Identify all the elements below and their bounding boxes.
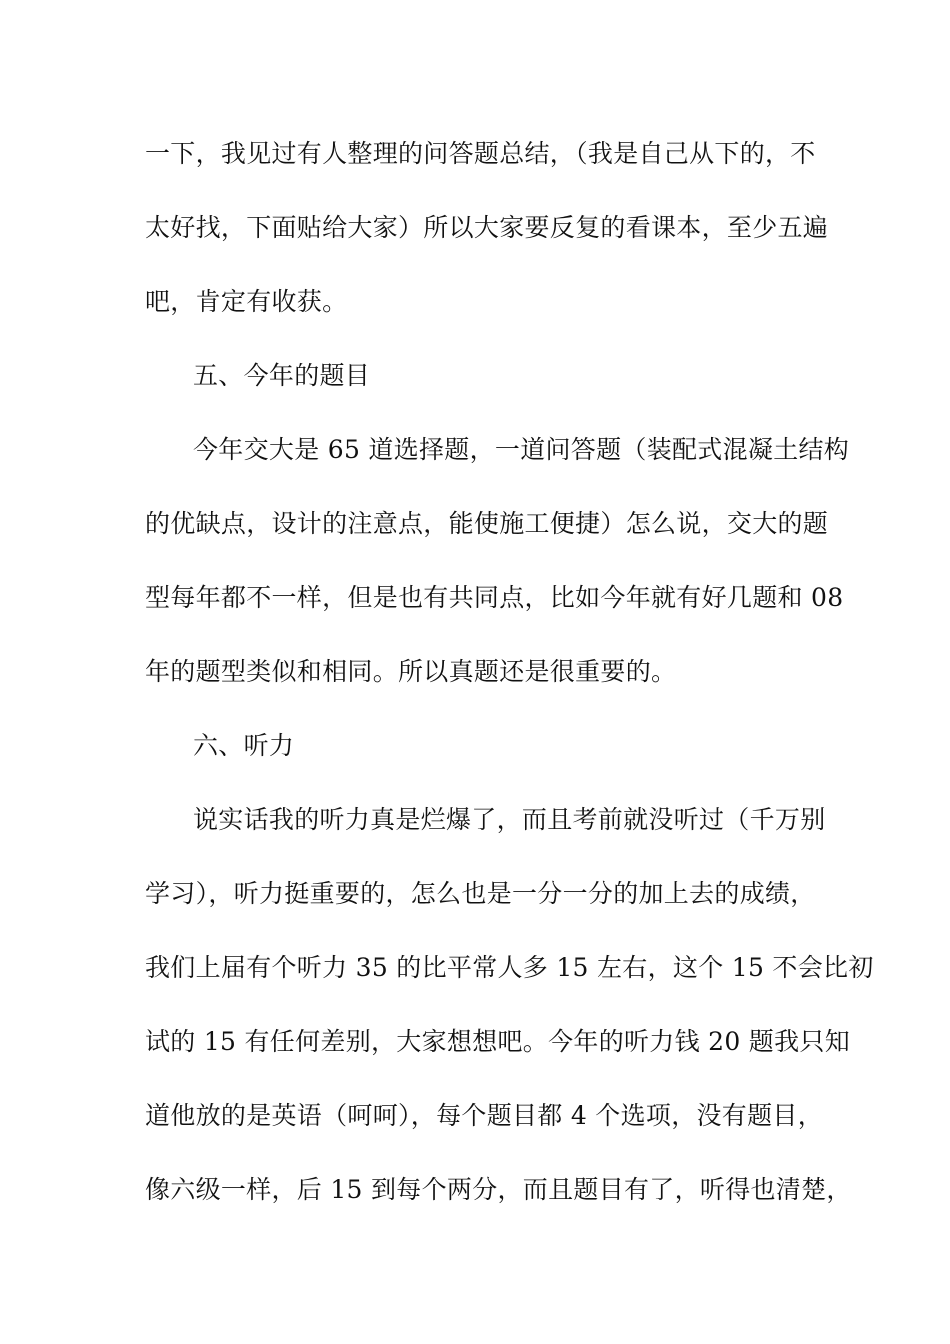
- text-line-3: 吧，肯定有收获。: [145, 287, 348, 316]
- text-line-14: 道他放的是英语（呵呵），每个题目都 4 个选项，没有题目，: [145, 1101, 824, 1130]
- text-line-13: 试的 15 有任何差别，大家想想吧。今年的听力钱 20 题我只知: [145, 1027, 851, 1056]
- text-line-5: 今年交大是 65 道选择题，一道问答题（装配式混凝土结构: [193, 435, 850, 464]
- text-line-1: 一下，我见过有人整理的问答题总结，（我是自己从下的，不: [145, 139, 816, 168]
- text-line-2: 太好找，下面贴给大家）所以大家要反复的看课本，至少五遍: [145, 213, 829, 242]
- text-line-10: 说实话我的听力真是烂爆了，而且考前就没听过（千万别: [193, 805, 826, 834]
- text-line-12: 我们上届有个听力 35 的比平常人多 15 左右，这个 15 不会比初: [145, 953, 874, 982]
- text-line-8: 年的题型类似和相同。所以真题还是很重要的。: [145, 657, 677, 686]
- section-heading-6: 六、听力: [193, 731, 295, 760]
- section-heading-5: 五、今年的题目: [193, 361, 371, 390]
- text-line-6: 的优缺点，设计的注意点，能使施工便捷）怎么说，交大的题: [145, 509, 829, 538]
- text-line-15: 像六级一样，后 15 到每个两分，而且题目有了，听得也清楚，: [145, 1175, 852, 1204]
- text-line-11: 学习），听力挺重要的，怎么也是一分一分的加上去的成绩，: [145, 879, 816, 908]
- text-line-7: 型每年都不一样，但是也有共同点，比如今年就有好几题和 08: [145, 583, 844, 612]
